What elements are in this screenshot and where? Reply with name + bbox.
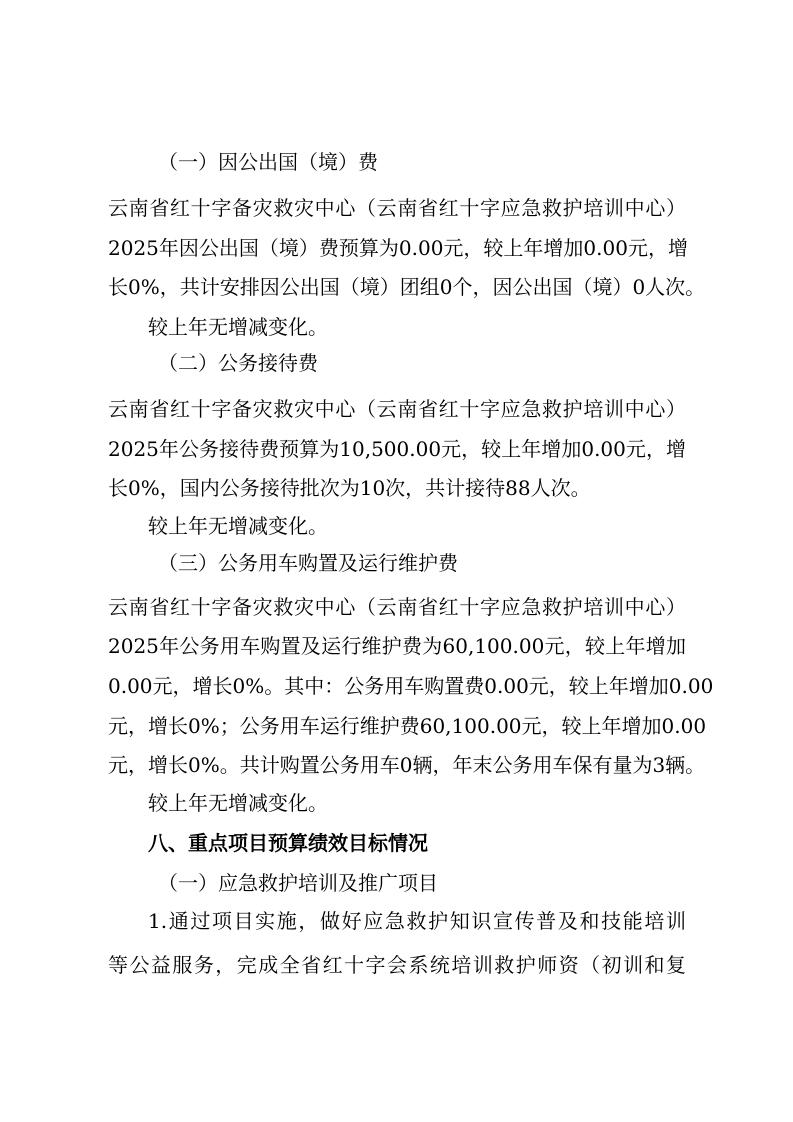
section-heading-reception: （二）公务接待费	[158, 351, 318, 375]
paragraph-line: 2025年公务接待费预算为10,500.00元，较上年增加0.00元，增	[108, 437, 686, 461]
paragraph-line: 等公益服务，完成全省红十字会系统培训救护师资（初训和复	[108, 953, 686, 977]
section-heading-first-aid-training: （一）应急救护培训及推广项目	[158, 871, 438, 895]
paragraph-line: 1.通过项目实施，做好应急救护知识宣传普及和技能培训	[148, 909, 686, 933]
paragraph-line: 元，增长0%。共计购置公务用车0辆，年末公务用车保有量为3辆。	[108, 753, 706, 777]
paragraph-line: 云南省红十字备灾救灾中心（云南省红十字应急救护培训中心）	[108, 397, 686, 421]
paragraph-line: 2025年因公出国（境）费预算为0.00元，较上年增加0.00元，增	[108, 236, 688, 260]
section-heading-overseas-travel: （一）因公出国（境）费	[158, 150, 378, 174]
paragraph-line: 云南省红十字备灾救灾中心（云南省红十字应急救护培训中心）	[108, 595, 686, 619]
paragraph-line: 长0%，共计安排因公出国（境）团组0个，因公出国（境）0人次。	[108, 275, 706, 299]
paragraph-line: 较上年无增减变化。	[148, 791, 328, 815]
paragraph-line: 云南省红十字备灾救灾中心（云南省红十字应急救护培训中心）	[108, 196, 686, 220]
paragraph-line: 较上年无增减变化。	[148, 514, 328, 538]
paragraph-line: 2025年公务用车购置及运行维护费为60,100.00元，较上年增加	[108, 634, 686, 658]
section-heading-vehicles: （三）公务用车购置及运行维护费	[158, 551, 458, 575]
chapter-heading-key-projects: 八、重点项目预算绩效目标情况	[148, 831, 428, 855]
paragraph-line: 长0%，国内公务接待批次为10次，共计接待88人次。	[108, 476, 591, 500]
paragraph-line: 0.00元，增长0%。其中：公务用车购置费0.00元，较上年增加0.00	[108, 674, 714, 698]
paragraph-line: 较上年无增减变化。	[148, 315, 328, 339]
paragraph-line: 元，增长0%；公务用车运行维护费60,100.00元，较上年增加0.00	[108, 714, 707, 738]
